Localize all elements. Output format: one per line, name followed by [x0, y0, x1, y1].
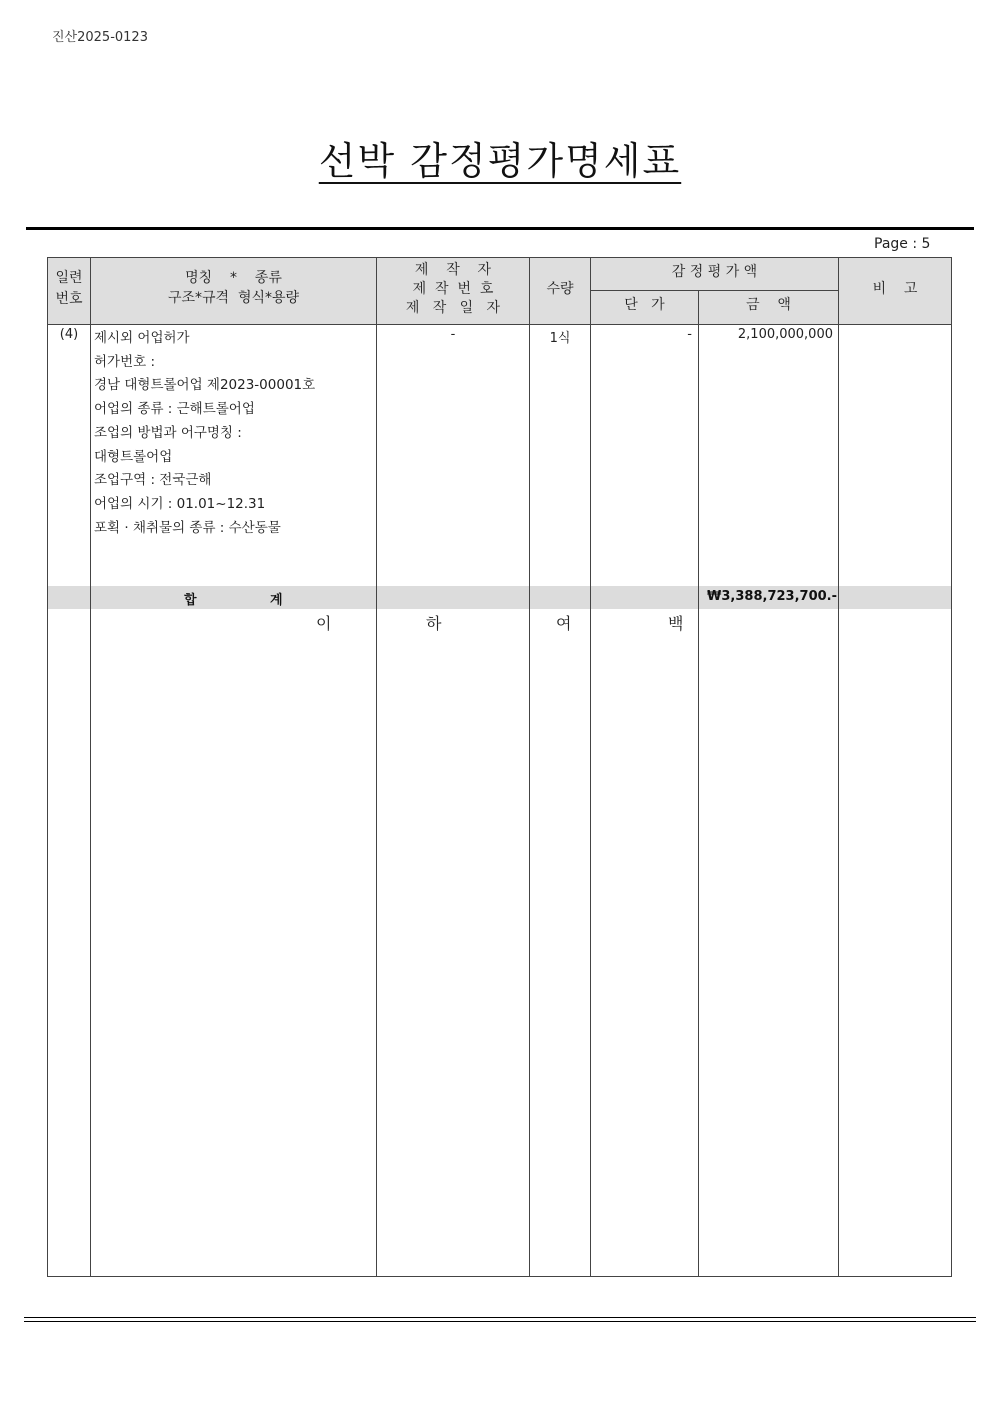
top-divider [26, 227, 974, 230]
header-remarks: 비 고 [872, 281, 918, 297]
closing-char: 이 [316, 614, 332, 633]
col-divider [838, 258, 839, 1276]
row-unit-price: - [687, 327, 692, 342]
header-appraisal: 감 정 평 가 액 [671, 264, 758, 280]
header-name-top: 명칭 * 종류 [185, 270, 282, 286]
row-desc-line: 제시외 어업허가 [94, 330, 190, 346]
total-label-1: 합 [184, 593, 197, 608]
col-divider [590, 258, 591, 1276]
col-divider [90, 258, 91, 1276]
title-text: 선박 감정평가명세표 [318, 139, 682, 183]
row-desc-line: 어업의 시기 : 01.01~12.31 [94, 496, 266, 512]
closing-char: 하 [426, 614, 442, 633]
col-divider [529, 258, 530, 1276]
total-amount: ₩3,388,723,700.- [707, 589, 837, 604]
row-desc-line: 어업의 종류 : 근해트롤어업 [94, 401, 255, 417]
header-serial-bottom: 번호 [55, 291, 83, 307]
header-maker: 제 작 자 [414, 262, 492, 278]
col-divider [90, 586, 91, 609]
closing-char: 백 [668, 614, 684, 633]
header-unit-price: 단 가 [624, 297, 665, 313]
page-title [0, 130, 1000, 185]
row-desc-line: 대형트롤어업 [94, 449, 173, 465]
col-divider [376, 258, 377, 1276]
row-maker: - [450, 327, 456, 342]
row-desc-line: 조업의 방법과 어구명칭 : [94, 425, 242, 441]
row-desc-line: 조업구역 : 전국근해 [94, 472, 212, 488]
row-qty: 1식 [549, 331, 571, 346]
bottom-divider [24, 1321, 976, 1322]
header-make-date: 제 작 일 자 [405, 300, 501, 316]
row-amount: 2,100,000,000 [737, 327, 833, 342]
header-qty: 수량 [546, 281, 574, 297]
col-divider [838, 586, 839, 609]
document-number: 진산2025-0123 [52, 30, 148, 45]
row-desc-line: 허가번호 : [94, 354, 156, 370]
row-desc-line: 포획 · 채취물의 종류 : 수산동물 [94, 520, 281, 536]
row-desc-line: 경남 대형트롤어업 제2023-00001호 [94, 377, 316, 393]
header-amount: 금 액 [746, 297, 791, 313]
col-divider [529, 586, 530, 609]
page-number: Page : 5 [874, 236, 931, 252]
header-subdivider [590, 290, 838, 291]
total-label-2: 계 [270, 593, 283, 608]
header-name-bottom: 구조*규격 형식*용량 [167, 290, 300, 306]
col-divider [590, 586, 591, 609]
header-serial-top: 일련 [55, 270, 83, 286]
header-serial-no: 제 작 번 호 [412, 281, 494, 297]
bottom-divider [24, 1317, 976, 1318]
header-bottom-line [48, 324, 951, 325]
col-divider [698, 586, 699, 609]
col-divider [698, 291, 699, 1276]
col-divider [376, 586, 377, 609]
row-serial: (4) [59, 327, 79, 342]
closing-char: 여 [556, 614, 572, 633]
